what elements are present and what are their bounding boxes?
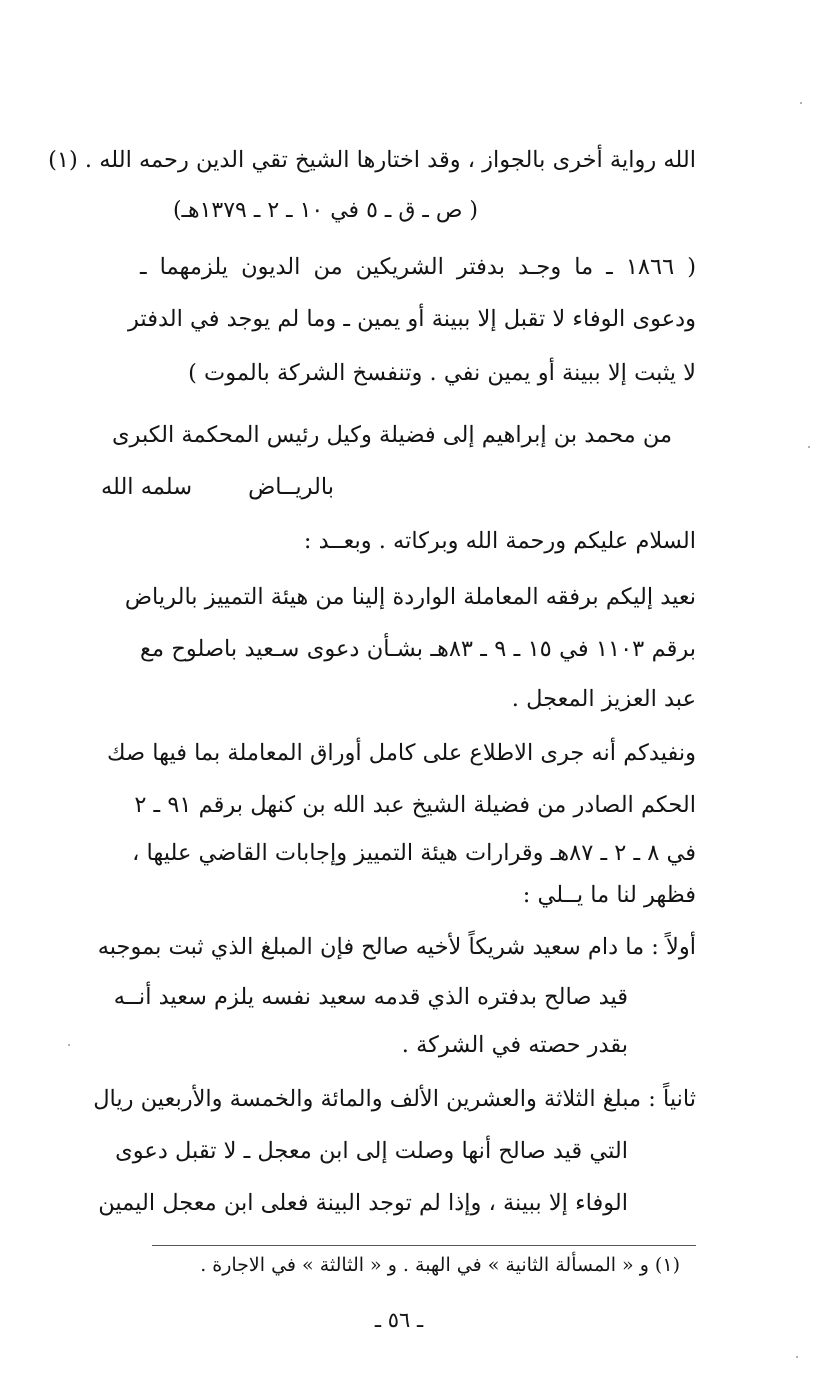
page-number: ـ ٥٦ ـ xyxy=(374,1308,424,1332)
letter-address xyxy=(101,472,334,502)
scan-speck xyxy=(808,446,810,448)
body-line-1: نعيد إليكم برفقه المعاملة الواردة إلينا من هيئة التمييز بالرياض xyxy=(124,584,696,610)
letter-from: من محمد بن إبراهيم إلى فضيلة وكيل رئيس المحكمة الكبرى xyxy=(111,422,672,448)
letter-place: بالريــاض xyxy=(248,474,334,500)
point-second-line-3: الوفاء إلا ببينة ، وإذا لم توجد البينة فعلى ابن معجل اليمين xyxy=(98,1190,628,1216)
body-line-3: عبد العزيز المعجل . xyxy=(511,686,696,712)
footnote: (١) و « المسألة الثانية » في الهبة . و « الثالثة » في الاجارة . xyxy=(200,1254,680,1276)
point-second-line-2: التي قيد صالح أنها وصلت إلى ابن معجل ـ لا تقبل دعوى xyxy=(115,1138,628,1164)
continuation-line-1: الله رواية أخرى بالجواز ، وقد اختارها الشيخ تقي الدين رحمه الله . (١) xyxy=(48,147,696,173)
point-second-line-1: ثانياً : مبلغ الثلاثة والعشرين الألف والمائة والخمسة والأربعين ريال xyxy=(93,1086,696,1112)
point-first-line-1: أولاً : ما دام سعيد شريكاً لأخيه صالح فإن المبلغ الذي ثبت بموجبه xyxy=(97,934,696,960)
letter-blessing: سلمه الله xyxy=(100,474,193,500)
entry-title-line-2: ودعوى الوفاء لا تقبل إلا ببينة أو يمين ـ وما لم يوجد في الدفتر xyxy=(127,306,696,332)
greeting: السلام عليكم ورحمة الله وبركاته . وبعــد : xyxy=(303,528,696,554)
entry-title-line-3: لا يثبت إلا ببينة أو يمين نفي . وتنفسخ الشركة بالموت ) xyxy=(188,360,696,386)
point-first-line-2: قيد صالح بدفتره الذي قدمه سعيد نفسه يلزم سعيد أنــه xyxy=(113,984,628,1010)
footnote-divider xyxy=(152,1245,696,1246)
scan-speck xyxy=(796,1356,798,1358)
body-line-2: برقم ١١٠٣ في ١٥ ـ ٩ ـ ٨٣هـ بشـأن دعوى سـعيد باصلوح مع xyxy=(140,636,696,662)
scan-speck xyxy=(68,1044,70,1046)
notify-line-3: في ٨ ـ ٢ ـ ٨٧هـ وقرارات هيئة التمييز وإجابات القاضي عليها ، xyxy=(132,840,696,866)
entry-title-line-1: ( ١٨٦٦ ـ ما وجـد بدفتر الشريكين من الديون يلزمهما ـ xyxy=(140,254,696,280)
continuation-reference: ( ص ـ ق ـ ٥ في ١٠ ـ ٢ ـ ١٣٧٩هـ) xyxy=(172,198,478,223)
notify-line-4: فظهر لنا ما يــلي : xyxy=(522,882,696,908)
notify-line-1: ونفيدكم أنه جرى الاطلاع على كامل أوراق المعاملة بما فيها صك xyxy=(107,740,696,766)
notify-line-2: الحكم الصادر من فضيلة الشيخ عبد الله بن كنهل برقم ٩١ ـ ٢ xyxy=(134,792,696,818)
point-first-line-3: بقدر حصته في الشركة . xyxy=(401,1032,628,1058)
scan-speck xyxy=(800,102,802,104)
